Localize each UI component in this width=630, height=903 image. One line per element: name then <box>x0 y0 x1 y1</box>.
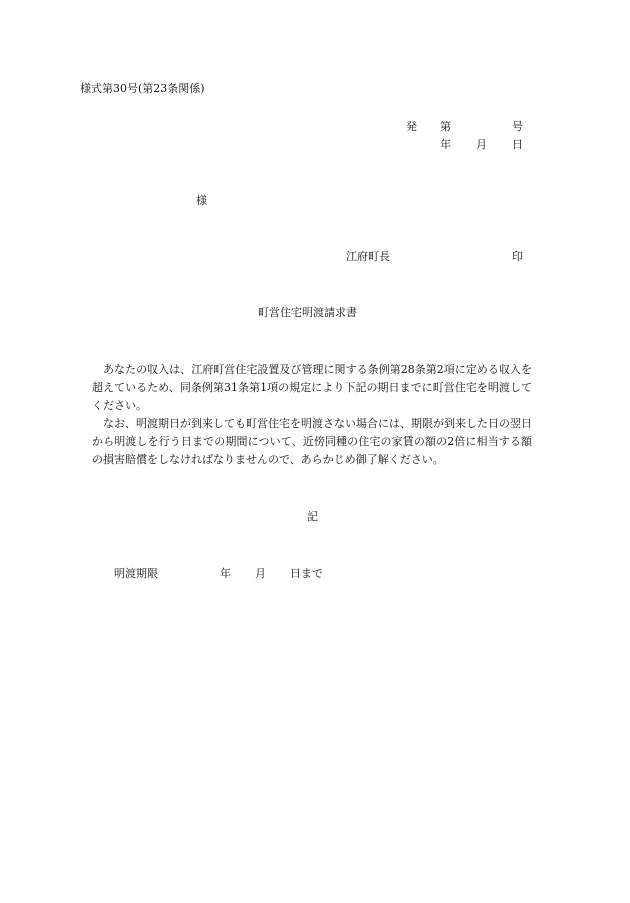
issue-label: 発 <box>406 120 417 133</box>
date-day-label: 日 <box>512 138 523 151</box>
deadline-year-label: 年 <box>220 567 231 580</box>
body-paragraph-2: なお、明渡期日が到来しても町営住宅を明渡さない場合には、期限が到来した日の翌日から明渡しを行う日までの期間について、近傍同種の住宅の家賃の額の2倍に相当する額の損害賠償をしなければなりませんので、あらかじめ御了解ください。 <box>92 417 532 466</box>
document-body <box>92 361 532 469</box>
recipient-honorific: 様 <box>196 194 207 207</box>
body-paragraph-1: あなたの収入は、江府町営住宅設置及び管理に関する条例第28条第2項に定める収入を超えているため、同条例第31条第1項の規定により下記の期日までに町営住宅を明渡してください。 <box>92 363 532 412</box>
deadline-day-label: 日まで <box>290 567 323 580</box>
issue-number-prefix: 第 <box>440 120 451 133</box>
note-heading: 記 <box>307 510 318 523</box>
issue-number-suffix: 号 <box>512 120 523 133</box>
deadline-label: 明渡期限 <box>114 567 158 580</box>
sender-title: 江府町長 <box>346 250 390 263</box>
deadline-month-label: 月 <box>255 567 266 580</box>
date-year-label: 年 <box>440 138 451 151</box>
date-month-label: 月 <box>476 138 487 151</box>
document-title: 町営住宅明渡請求書 <box>258 306 357 319</box>
seal-mark: 印 <box>512 250 523 263</box>
form-number: 様式第30号(第23条関係) <box>80 82 205 95</box>
